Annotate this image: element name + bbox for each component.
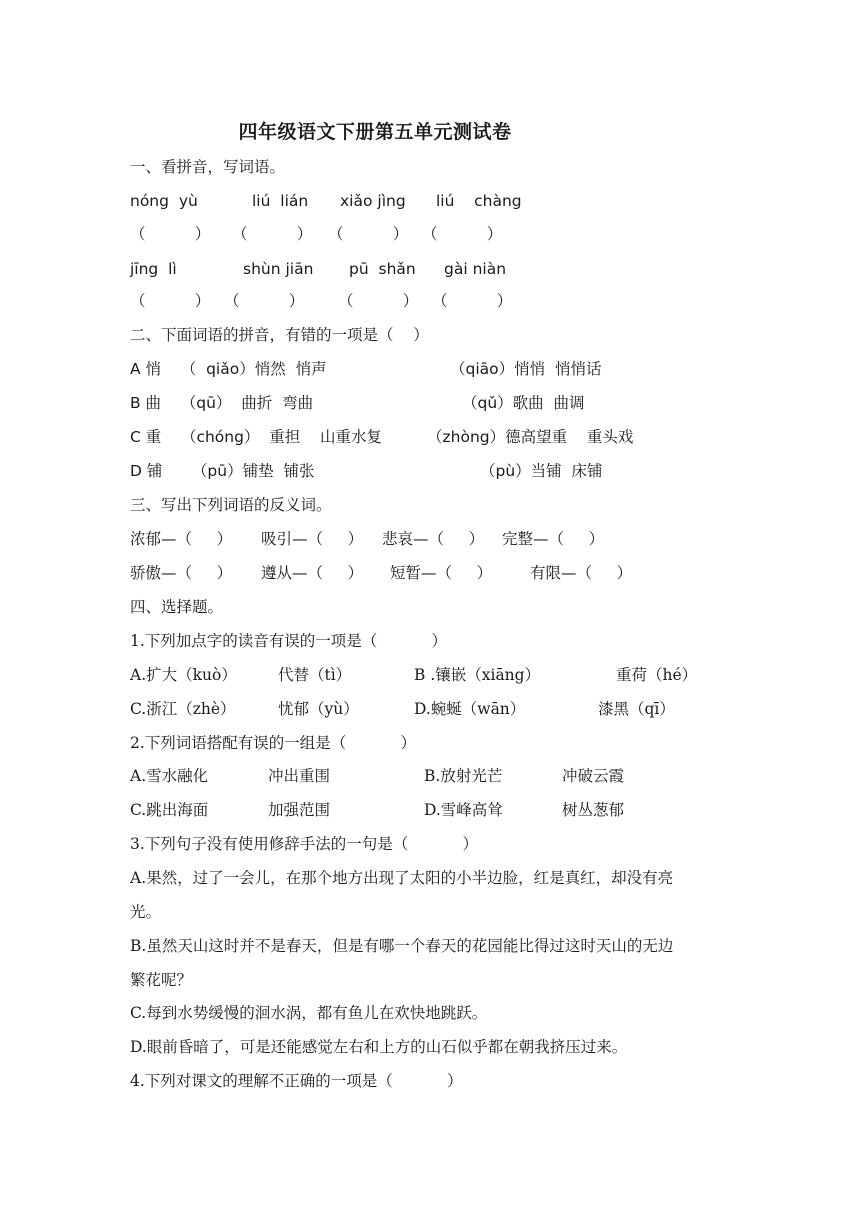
q1-option: 代替（tì） <box>278 666 352 684</box>
antonym-item: 吸引—（ ） <box>261 530 364 548</box>
option-c-right: （zhòng）德高望重 重头戏 <box>427 428 634 446</box>
q1-option: D.蜿蜒（wān） <box>414 700 526 718</box>
page-title: 四年级语文下册第五单元测试卷 <box>238 121 512 143</box>
question-2: 2.下列词语搭配有误的一组是（ ） <box>130 734 416 752</box>
answer-blank: （ ） <box>130 292 211 310</box>
answer-blank: （ ） <box>130 225 211 243</box>
q1-option: A.扩大（kuò） <box>130 666 237 684</box>
antonym-item: 完整—（ ） <box>502 530 605 548</box>
section-2-heading: 二、下面词语的拼音，有错的一项是（ ） <box>130 326 429 344</box>
pinyin-3: xiǎo jìng <box>340 192 406 210</box>
antonym-item: 短暂—（ ） <box>390 564 493 582</box>
q2-option: C.跳出海面 <box>130 801 209 819</box>
pinyin-1: nóng yù <box>130 192 198 210</box>
option-b-left: B 曲 （qū） 曲折 弯曲 <box>130 394 314 412</box>
q3-option-a: A.果然，过了一会儿，在那个地方出现了太阳的小半边脸，红是真红，却没有亮 <box>130 869 674 887</box>
option-a-right: （qiāo）悄悄 悄悄话 <box>450 360 602 378</box>
question-1: 1.下列加点字的读音有误的一项是（ ） <box>130 632 447 650</box>
q2-option: 冲破云霞 <box>562 767 625 785</box>
answer-blank: （ ） <box>224 292 305 310</box>
q2-option: 加强范围 <box>268 801 331 819</box>
q3-option-b: B.虽然天山这时并不是春天，但是有哪一个春天的花园能比得过这时天山的无边 <box>130 937 674 955</box>
answer-blank: （ ） <box>328 225 409 243</box>
pinyin-2: liú lián <box>252 192 309 210</box>
q2-option: D.雪峰高耸 <box>424 801 503 819</box>
section-3-heading: 三、写出下列词语的反义词。 <box>130 496 332 514</box>
antonym-item: 悲哀—（ ） <box>382 530 485 548</box>
q1-option: C.浙江（zhè） <box>130 700 236 718</box>
q2-option: A.雪水融化 <box>130 767 209 785</box>
question-3: 3.下列句子没有使用修辞手法的一句是（ ） <box>130 835 478 853</box>
pinyin-7: pū shǎn <box>349 260 416 278</box>
answer-blank: （ ） <box>338 292 419 310</box>
option-a-left: A 悄 （ qiǎo）悄然 悄声 <box>130 360 327 378</box>
q1-option: 重荷（hé） <box>616 666 698 684</box>
q1-option: B .镶嵌（xiāng） <box>414 666 541 684</box>
option-d-left: D 铺 （pū）铺垫 铺张 <box>130 462 315 480</box>
q3-option-d: D.眼前昏暗了，可是还能感觉左右和上方的山石似乎都在朝我挤压过来。 <box>130 1038 628 1056</box>
antonym-item: 有限—（ ） <box>530 564 633 582</box>
question-4: 4.下列对课文的理解不正确的一项是（ ） <box>130 1072 463 1090</box>
q2-option: 冲出重围 <box>268 767 331 785</box>
q2-option: B.放射光芒 <box>424 767 503 785</box>
q2-option: 树丛葱郁 <box>562 801 625 819</box>
q1-option: 漆黑（qī） <box>598 700 675 718</box>
antonym-item: 遵从—（ ） <box>261 564 364 582</box>
q3-option-a-cont: 光。 <box>130 903 162 921</box>
pinyin-5: jīng lì <box>130 260 177 278</box>
option-d-right: （pù）当铺 床铺 <box>480 462 603 480</box>
pinyin-6: shùn jiān <box>243 260 314 278</box>
pinyin-8: gài niàn <box>444 260 507 278</box>
q3-option-c: C.每到水势缓慢的洄水涡，都有鱼儿在欢快地跳跃。 <box>130 1004 488 1022</box>
antonym-item: 浓郁—（ ） <box>130 530 233 548</box>
q1-option: 忧郁（yù） <box>278 700 359 718</box>
answer-blank: （ ） <box>232 225 313 243</box>
antonym-item: 骄傲—（ ） <box>130 564 233 582</box>
option-b-right: （qǔ）歌曲 曲调 <box>462 394 585 412</box>
q3-option-b-cont: 繁花呢？ <box>130 971 193 989</box>
answer-blank: （ ） <box>432 292 513 310</box>
pinyin-4: liú chàng <box>436 192 522 210</box>
option-c-left: C 重 （chóng） 重担 山重水复 <box>130 428 383 446</box>
section-4-heading: 四、选择题。 <box>130 598 224 616</box>
answer-blank: （ ） <box>422 225 503 243</box>
section-1-heading: 一、看拼音，写词语。 <box>130 158 286 176</box>
